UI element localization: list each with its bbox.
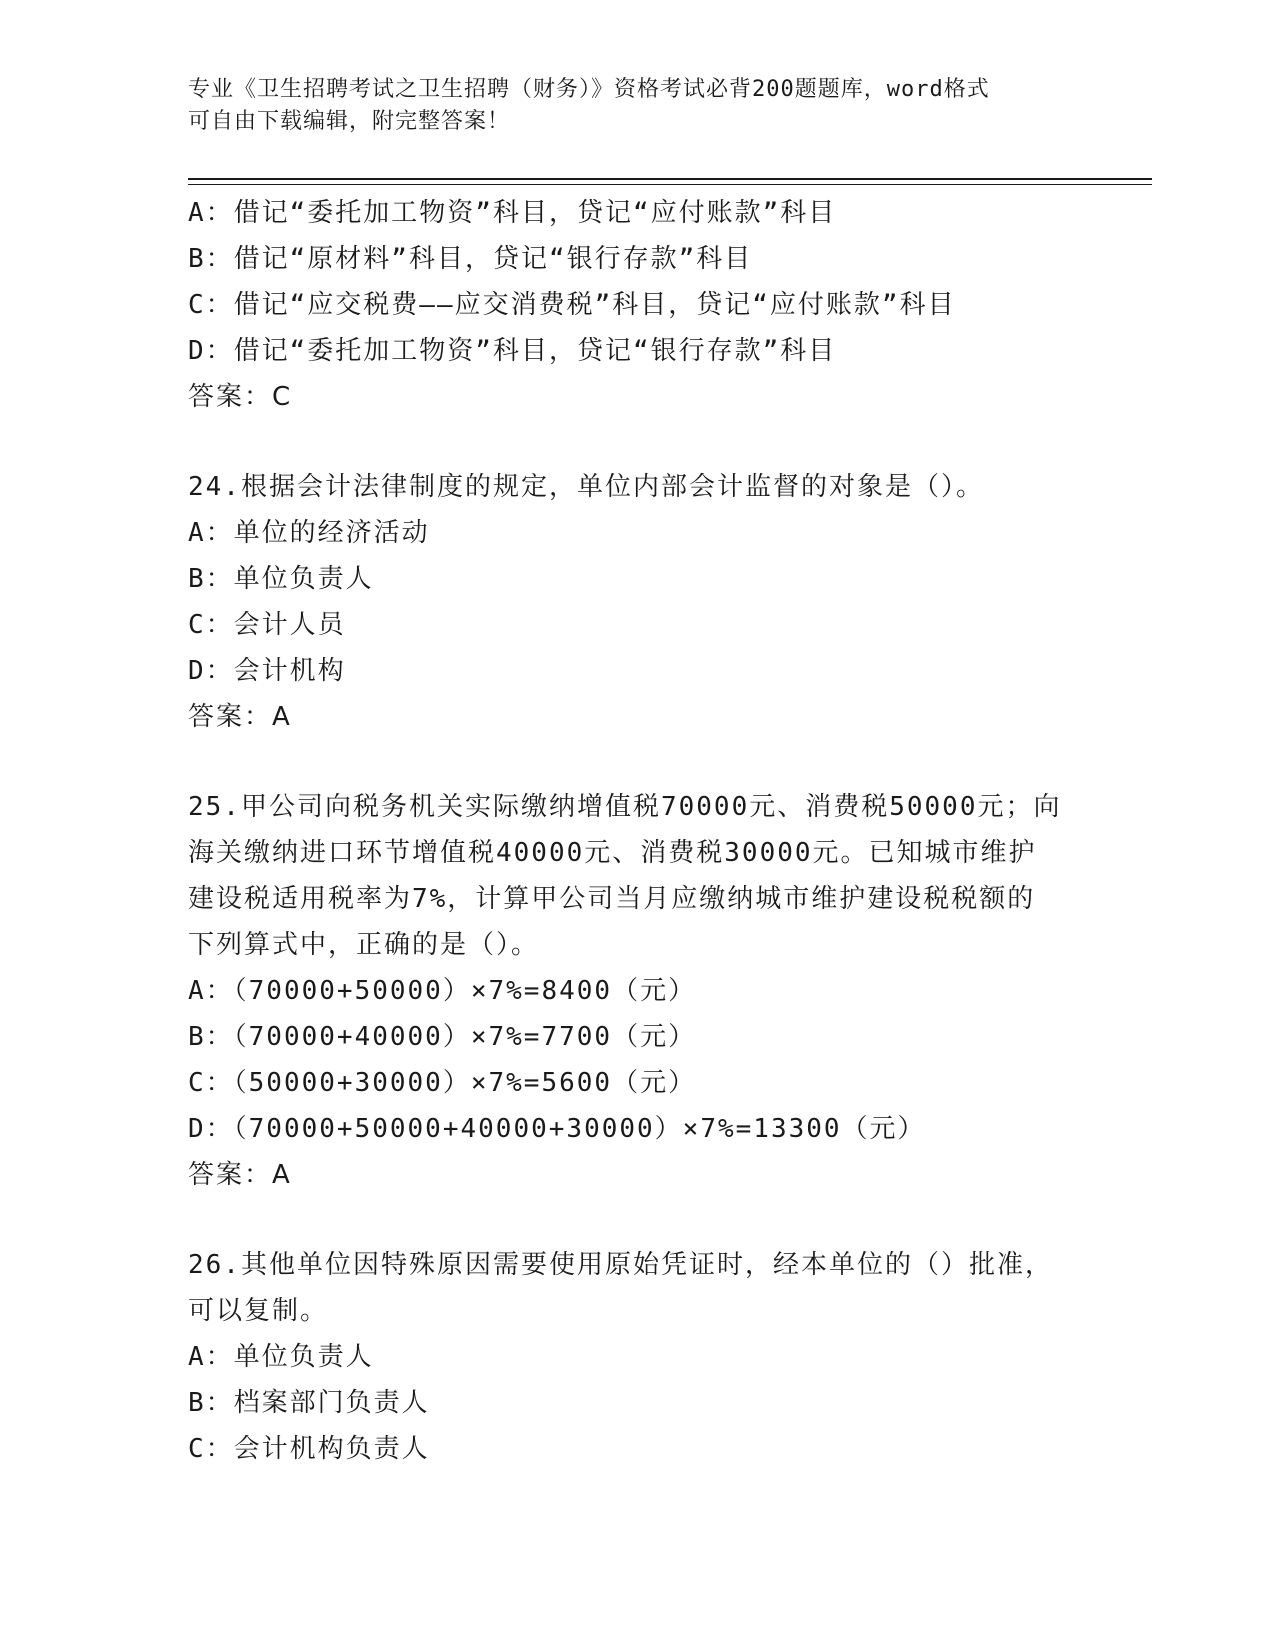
header-rule-thick (188, 178, 1152, 180)
header-rule-thin (188, 184, 1152, 185)
option-c: C：会计机构负责人 (188, 1434, 430, 1464)
question-26 (188, 1242, 1088, 1472)
question-25 (188, 784, 1088, 1198)
document-header (188, 74, 1068, 138)
header-title-line-2: 可自由下载编辑，附完整答案！ (188, 109, 511, 134)
answer: 答案：A (188, 1160, 292, 1190)
question-text-line-4: 下列算式中，正确的是（）。 (188, 930, 540, 960)
option-b: B：借记“原材料”科目，贷记“银行存款”科目 (188, 244, 753, 274)
option-d: D：会计机构 (188, 656, 346, 686)
question-text-line-3: 建设税适用税率为7%，计算甲公司当月应缴纳城市维护建设税税额的 (188, 884, 1036, 914)
question-text-line-1: 26.其他单位因特殊原因需要使用原始凭证时，经本单位的（）批准， (188, 1250, 1053, 1280)
option-d: D：（70000+50000+40000+30000）×7%=13300（元） (188, 1114, 926, 1144)
question-24 (188, 464, 1088, 740)
question-23 (188, 190, 1088, 420)
question-text-line-2: 可以复制。 (188, 1296, 329, 1326)
question-text: 24.根据会计法律制度的规定，单位内部会计监督的对象是（）。 (188, 472, 984, 502)
option-d: D：借记“委托加工物资”科目，贷记“银行存款”科目 (188, 336, 837, 366)
option-a: A：单位的经济活动 (188, 518, 430, 548)
option-a: A：单位负责人 (188, 1342, 374, 1372)
question-list (188, 190, 1088, 1472)
option-c: C：借记“应交税费——应交消费税”科目，贷记“应付账款”科目 (188, 290, 956, 320)
option-a: A：（70000+50000）×7%=8400（元） (188, 976, 697, 1006)
option-a: A：借记“委托加工物资”科目，贷记“应付账款”科目 (188, 198, 837, 228)
answer: 答案：C (188, 382, 293, 412)
option-b: B：单位负责人 (188, 564, 374, 594)
question-text-line-1: 25.甲公司向税务机关实际缴纳增值税70000元、消费税50000元；向 (188, 792, 1062, 822)
header-title-line-1: 专业《卫生招聘考试之卫生招聘（财务）》资格考试必背200题题库，word格式 (188, 77, 990, 102)
option-c: C：会计人员 (188, 610, 346, 640)
answer: 答案：A (188, 702, 292, 732)
option-b: B：档案部门负责人 (188, 1388, 430, 1418)
option-b: B：（70000+40000）×7%=7700（元） (188, 1022, 697, 1052)
option-c: C：（50000+30000）×7%=5600（元） (188, 1068, 697, 1098)
question-text-line-2: 海关缴纳进口环节增值税40000元、消费税30000元。已知城市维护 (188, 838, 1037, 868)
